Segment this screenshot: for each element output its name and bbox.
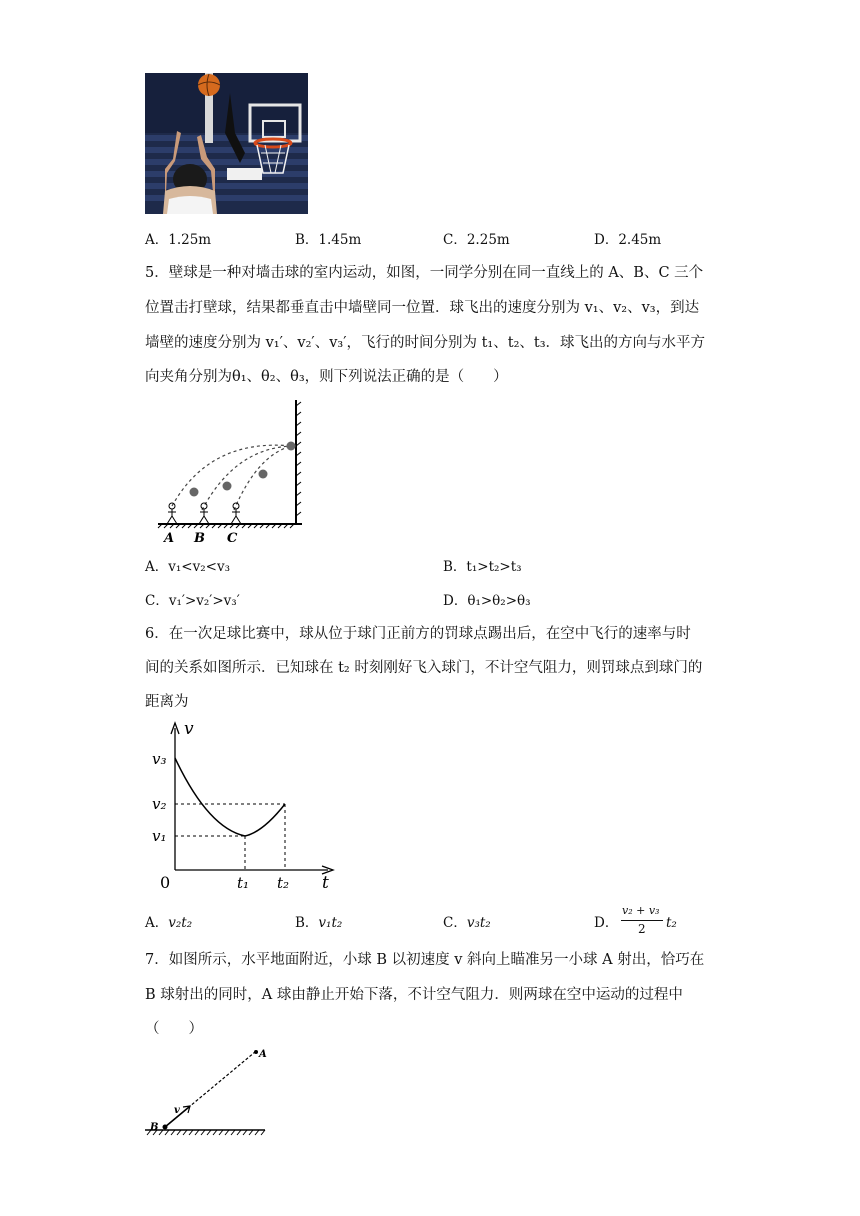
tick-t1: t₁ bbox=[237, 874, 250, 892]
q5-line-3: 墙壁的速度分别为 v₁′、v₂′、v₃′，飞行的时间分别为 t₁、t₂、t₃．球飞出的方向与水平方 bbox=[145, 335, 706, 351]
tick-t2: t₂ bbox=[277, 874, 290, 892]
q5-option-d: D．θ₁>θ₂>θ₃ bbox=[443, 593, 531, 609]
projectile-figure bbox=[145, 1043, 270, 1138]
q5-option-a: A．v₁<v₂<v₃ bbox=[145, 559, 230, 575]
q7-line-2: B 球射出的同时，A 球由静止开始下落，不计空气阻力．则两球在空中运动的过程中 bbox=[145, 987, 683, 1003]
q4-option-b: B．1.45m bbox=[295, 232, 362, 248]
q4-option-c: C．2.25m bbox=[443, 232, 510, 248]
squash-figure bbox=[150, 398, 310, 546]
label-ball-b: B bbox=[150, 1122, 159, 1133]
q5-line-1: 5．壁球是一种对墙击球的室内运动，如图，一同学分别在同一直线上的 A、B、C 三个 bbox=[145, 265, 704, 281]
q4-option-d: D．2.45m bbox=[594, 232, 662, 248]
q5-option-c: C．v₁′>v₂′>v₃′ bbox=[145, 593, 240, 609]
fraction-bar bbox=[621, 920, 663, 921]
q7-line-3: （ ） bbox=[145, 1021, 203, 1037]
q5-option-b: B．t₁>t₂>t₃ bbox=[443, 559, 522, 575]
tick-v3: v₃ bbox=[152, 750, 167, 768]
q6-option-b: B．v₁t₂ bbox=[295, 915, 343, 931]
label-ball-a: A bbox=[259, 1049, 267, 1060]
q6-line-2: 间的关系如图所示．已知球在 t₂ 时刻刚好飞入球门，不计空气阻力，则罚球点到球门的 bbox=[145, 660, 703, 676]
basketball-photo bbox=[145, 73, 308, 214]
q5-line-2: 位置击打壁球，结果都垂直击中墙壁同一位置．球飞出的速度分别为 v₁、v₂、v₃，到达 bbox=[145, 300, 700, 316]
label-a: A bbox=[164, 531, 175, 546]
label-c: C bbox=[227, 531, 238, 546]
q5-line-4: 向夹角分别为θ₁、θ₂、θ₃，则下列说法正确的是（ ） bbox=[145, 369, 508, 385]
fraction-denominator: 2 bbox=[638, 922, 646, 936]
y-axis-label: v bbox=[184, 719, 194, 739]
velocity-time-graph bbox=[148, 718, 343, 896]
tick-v2: v₂ bbox=[152, 795, 167, 813]
x-axis-label: t bbox=[322, 873, 329, 893]
tick-v1: v₁ bbox=[152, 827, 167, 845]
origin-label: 0 bbox=[160, 873, 171, 892]
label-velocity: v bbox=[174, 1105, 180, 1116]
label-b: B bbox=[194, 531, 205, 546]
q4-option-a: A．1.25m bbox=[145, 232, 212, 248]
fraction-numerator: v₂ + v₃ bbox=[622, 904, 660, 917]
q6-line-3: 距离为 bbox=[145, 694, 189, 710]
q6-option-c: C．v₃t₂ bbox=[443, 915, 491, 931]
q7-line-1: 7．如图所示，水平地面附近，小球 B 以初速度 v 斜向上瞄准另一小球 A 射出，恰巧在 bbox=[145, 952, 705, 968]
q6-option-a: A．v₂t₂ bbox=[145, 915, 193, 931]
q6-line-1: 6．在一次足球比赛中，球从位于球门正前方的罚球点踢出后，在空中飞行的速率与时 bbox=[145, 626, 691, 642]
